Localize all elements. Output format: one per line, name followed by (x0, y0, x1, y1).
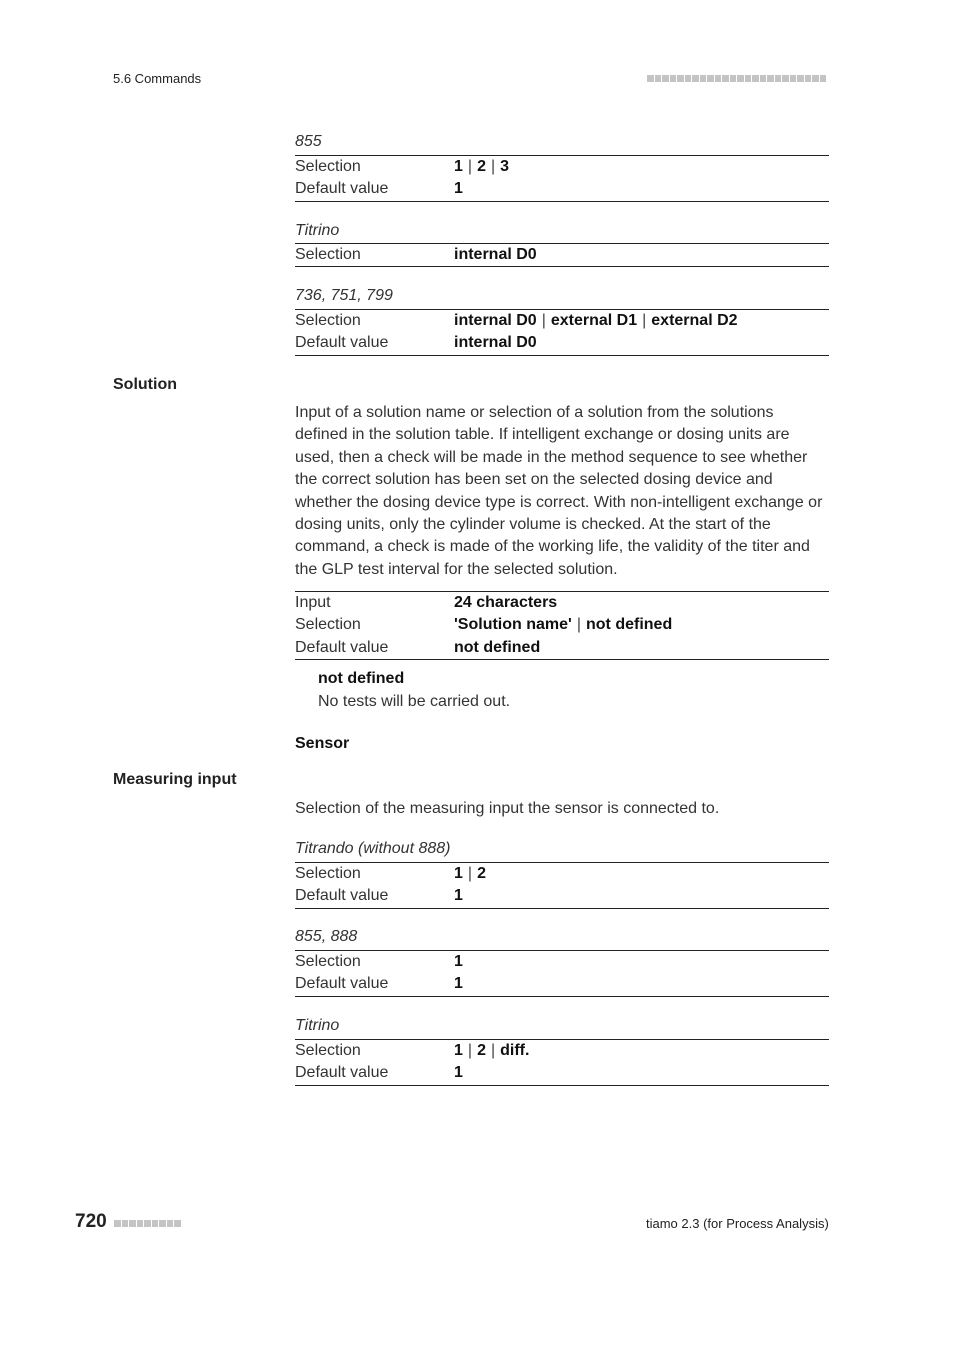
param-value (454, 310, 738, 332)
subsection-heading-sensor: Sensor (295, 735, 350, 752)
decoration-square (700, 75, 707, 82)
table-row (295, 244, 829, 266)
table-row (295, 332, 829, 354)
decoration-square (122, 1220, 129, 1227)
table-row (295, 178, 829, 200)
decoration-square (670, 75, 677, 82)
table-row (295, 863, 829, 885)
param-table-855-888 (295, 950, 829, 997)
section-heading-solution: Solution (113, 376, 177, 393)
option-value: not defined (586, 616, 673, 634)
header-decoration (647, 71, 829, 85)
param-value (454, 637, 540, 659)
param-table-titrino (295, 243, 829, 267)
param-value (454, 178, 463, 200)
param-label: Input (295, 594, 331, 611)
param-value (454, 973, 463, 995)
decoration-square (752, 75, 759, 82)
param-label: Selection (295, 158, 361, 175)
table-row (295, 310, 829, 332)
decoration-square (144, 1220, 151, 1227)
param-label: Selection (295, 865, 361, 882)
table-row (295, 156, 829, 178)
table-caption-855-888: 855, 888 (295, 928, 358, 945)
decoration-square (775, 75, 782, 82)
decoration-square (722, 75, 729, 82)
value-separator: | (467, 1042, 473, 1059)
decoration-square (114, 1220, 121, 1227)
table-row (295, 592, 829, 614)
value-separator: | (467, 865, 473, 882)
option-value: external D1 (550, 312, 638, 329)
table-caption-855: 855 (295, 133, 322, 150)
param-label: Selection (295, 246, 361, 263)
table-row (295, 885, 829, 907)
option-value: 1 (454, 180, 463, 198)
decoration-square (677, 75, 684, 82)
decoration-square (655, 75, 662, 82)
note-title: not defined (318, 670, 405, 687)
option-value: 1 (454, 953, 463, 970)
decoration-square (812, 75, 819, 82)
option-value: 2 (477, 158, 486, 175)
param-value (454, 614, 672, 636)
decoration-square (174, 1220, 181, 1227)
option-value: 'Solution name' (454, 616, 572, 634)
table-row (295, 637, 829, 659)
decoration-square (820, 75, 827, 82)
param-label: Default value (295, 638, 389, 656)
param-table-855 (295, 155, 829, 202)
param-table-736 (295, 309, 829, 356)
decoration-square (730, 75, 737, 82)
param-value (454, 332, 537, 354)
decoration-square (662, 75, 669, 82)
param-label: Selection (295, 616, 361, 634)
decoration-square (137, 1220, 144, 1227)
param-label: Default value (295, 180, 389, 198)
note-text: No tests will be carried out. (318, 693, 511, 710)
footer-decoration (114, 1216, 181, 1227)
decoration-square (129, 1220, 136, 1227)
table-caption-titrando: Titrando (without 888) (295, 840, 451, 857)
decoration-square (737, 75, 744, 82)
param-value (454, 1040, 529, 1062)
param-label: Default value (295, 887, 389, 905)
table-row (295, 1062, 829, 1084)
param-value (454, 156, 509, 178)
value-separator: | (490, 1042, 496, 1059)
value-separator: | (642, 312, 647, 329)
option-value: internal D0 (454, 312, 537, 329)
table-row (295, 973, 829, 995)
measuring-input-description: Selection of the measuring input the sensor is connected to. (295, 800, 720, 817)
decoration-square (797, 75, 804, 82)
param-value (454, 1062, 463, 1084)
param-label: Default value (295, 334, 389, 352)
param-value (454, 592, 557, 614)
decoration-square (805, 75, 812, 82)
param-label: Selection (295, 953, 361, 970)
option-value: 1 (454, 1064, 463, 1082)
running-header: 5.6 Commands (113, 71, 202, 86)
decoration-square (782, 75, 789, 82)
decoration-square (767, 75, 774, 82)
option-value: 1 (454, 975, 463, 993)
param-label: Default value (295, 975, 389, 993)
decoration-square (707, 75, 714, 82)
decoration-square (692, 75, 699, 82)
param-value (454, 244, 537, 266)
param-label: Default value (295, 1064, 389, 1082)
option-value: internal D0 (454, 334, 537, 352)
decoration-square (152, 1220, 159, 1227)
option-value: 2 (477, 1042, 486, 1059)
table-row (295, 951, 829, 973)
page-number: 720 (75, 1211, 107, 1232)
option-value: 1 (454, 887, 463, 905)
param-label: Selection (295, 1042, 361, 1059)
footer-product: tiamo 2.3 (for Process Analysis) (646, 1216, 829, 1231)
table-row (295, 1040, 829, 1062)
param-table-titrino-2 (295, 1039, 829, 1086)
param-value (454, 863, 486, 885)
decoration-square (745, 75, 752, 82)
table-caption-736: 736, 751, 799 (295, 287, 393, 304)
param-value (454, 885, 463, 907)
decoration-square (167, 1220, 174, 1227)
decoration-square (715, 75, 722, 82)
value-separator: | (576, 616, 581, 634)
table-caption-titrino: Titrino (295, 222, 340, 239)
decoration-square (760, 75, 767, 82)
decoration-square (647, 75, 654, 82)
param-table-solution (295, 591, 829, 660)
value-separator: | (467, 158, 473, 175)
option-value: 2 (477, 865, 486, 882)
option-value: internal D0 (454, 246, 537, 263)
option-value: 24 characters (454, 594, 558, 611)
param-label: Selection (295, 312, 361, 329)
option-value: 1 (454, 865, 463, 882)
value-separator: | (541, 312, 546, 329)
param-table-titrando (295, 862, 829, 909)
decoration-square (159, 1220, 166, 1227)
option-value: 1 (454, 1042, 463, 1059)
option-value: external D2 (651, 312, 738, 329)
param-value (454, 951, 463, 973)
option-value: 3 (500, 158, 510, 175)
option-value: 1 (454, 158, 463, 175)
option-value: not defined (454, 638, 541, 656)
option-value: diff. (500, 1042, 530, 1059)
solution-description: Input of a solution name or selection of a solution from the solutions defined in the solution table. If intelligent exchange or dosing units are used, then a check will be made in the method sequence to see whether the correct solution has been set on the selected dosing device and whether the dosing device type is correct. With non-intelligent exchange or dosing units, only the cylinder volume is checked. At the start of the command, a check is made of the working life, the validity of the titer and the GLP test interval for the selected solution. (295, 404, 823, 578)
value-separator: | (490, 158, 496, 175)
decoration-square (790, 75, 797, 82)
table-caption-titrino-2: Titrino (295, 1017, 340, 1034)
section-heading-measuring-input: Measuring input (113, 771, 237, 788)
table-row (295, 614, 829, 636)
decoration-square (685, 75, 692, 82)
